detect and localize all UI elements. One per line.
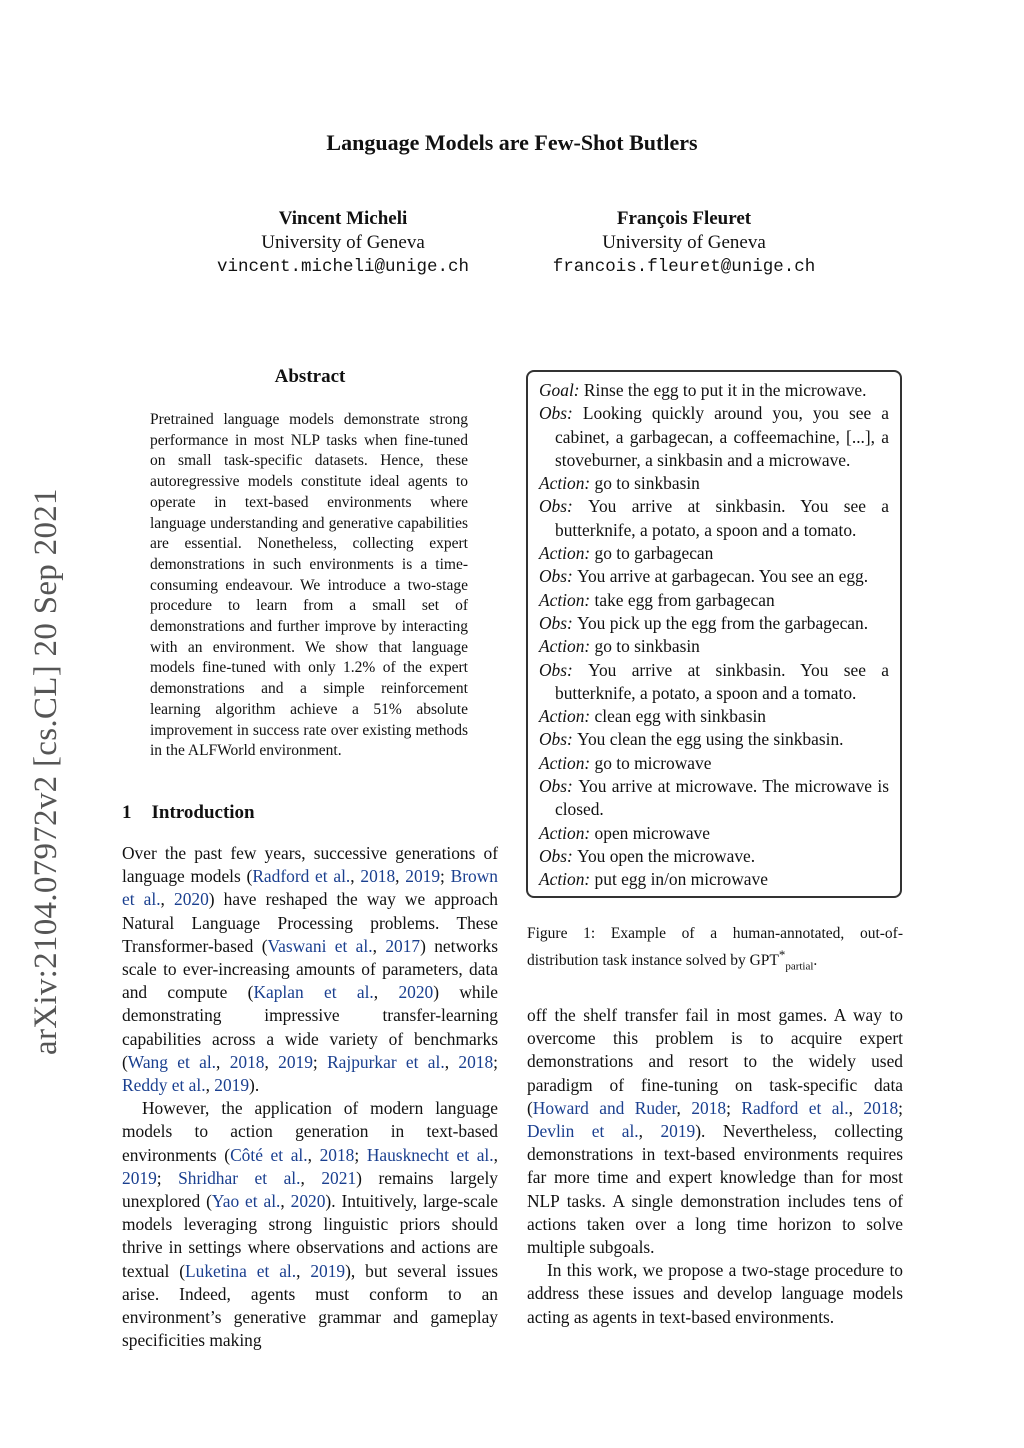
citation-link[interactable]: Howard and Ruder bbox=[532, 1097, 677, 1118]
paragraph-text: ; bbox=[312, 1051, 328, 1072]
citation-link[interactable]: 2018 bbox=[229, 1051, 265, 1072]
citation-link[interactable]: 2019 bbox=[405, 866, 441, 887]
citation-link[interactable]: Rajpurkar et al. bbox=[327, 1051, 445, 1072]
intro-paragraph-3 bbox=[527, 1004, 903, 1259]
author-affiliation: University of Geneva bbox=[602, 232, 766, 253]
citation-link[interactable]: Côté et al. bbox=[230, 1144, 308, 1165]
citation-link[interactable]: 2019 bbox=[122, 1167, 157, 1188]
example-line bbox=[539, 659, 889, 706]
line-label: Obs: bbox=[539, 729, 578, 750]
caption-star: * bbox=[778, 946, 786, 962]
line-text: You arrive at garbagecan. You see an egg. bbox=[577, 566, 869, 587]
paragraph-text: , bbox=[280, 1191, 291, 1212]
line-text: go to garbagecan bbox=[594, 543, 714, 564]
citation-link[interactable]: Radford et al. bbox=[741, 1097, 849, 1118]
example-line bbox=[539, 495, 889, 542]
example-line bbox=[539, 822, 889, 845]
paragraph-text: ; bbox=[440, 866, 451, 887]
citation-link[interactable]: 2021 bbox=[321, 1167, 357, 1188]
example-line bbox=[539, 402, 889, 472]
intro-left-column bbox=[122, 842, 498, 1352]
intro-right-column bbox=[527, 1004, 903, 1329]
line-label: Action: bbox=[539, 543, 595, 564]
arxiv-identifier: arXiv:2104.07972v2 [cs.CL] 20 Sep 2021 bbox=[28, 488, 64, 1055]
paragraph-text: ; bbox=[354, 1144, 367, 1165]
abstract-text: Pretrained language models demonstrate strong performance in most NLP tasks when fine-tuned on small task-specific datasets. Hence, these autoregressive models constitute ideal agents to operate in text-based environments where language understanding and generative capabilities are essential. Nonetheless, collecting expert demonstrations in such environments is a time-consuming endeavour. We introduce a two-stage procedure to learn from a small set of demonstrations and further improve by interacting with an environment. We show that language models fine-tuned with only 1.2% of the expert demonstrations and a simple reinforcement learning algorithm achieve a 51% absolute improvement in success rate over existing methods in the ALFWorld environment. bbox=[150, 411, 468, 760]
citation-link[interactable]: 2020 bbox=[398, 982, 434, 1003]
paragraph-text: ) remains largely unexplored ( bbox=[122, 1167, 498, 1212]
citation-link[interactable]: 2017 bbox=[385, 935, 421, 956]
example-line bbox=[539, 775, 889, 822]
paragraph-text: , bbox=[300, 1167, 322, 1188]
author-block-2 bbox=[524, 207, 844, 279]
section-title: Introduction bbox=[151, 802, 255, 823]
line-label: Action: bbox=[539, 869, 595, 890]
citation-link[interactable]: 2018 bbox=[458, 1051, 494, 1072]
paragraph-text: , bbox=[160, 889, 174, 910]
citation-link[interactable]: Shridhar et al. bbox=[178, 1167, 301, 1188]
line-label: Obs: bbox=[539, 845, 578, 866]
line-text: Looking quickly around you, you see a cabinet, a garbagecan, a coffeemachine, [...], a stoveburner, a sinkbasin and a microwave. bbox=[555, 403, 889, 470]
line-label: Obs: bbox=[539, 612, 578, 633]
line-label: Obs: bbox=[539, 403, 583, 424]
citation-link[interactable]: Reddy et al. bbox=[122, 1075, 206, 1096]
example-line bbox=[539, 728, 889, 751]
line-label: Action: bbox=[539, 636, 595, 657]
line-text: put egg in/on microwave bbox=[594, 869, 768, 890]
line-text: open microwave bbox=[594, 822, 710, 843]
citation-link[interactable]: 2018 bbox=[360, 866, 396, 887]
figure-1-example-box bbox=[526, 370, 902, 898]
citation-link[interactable]: 2018 bbox=[319, 1144, 355, 1165]
paragraph-text: , bbox=[373, 982, 399, 1003]
paragraph-text: , bbox=[307, 1144, 320, 1165]
paragraph-text: , bbox=[493, 1144, 498, 1165]
line-label: Obs: bbox=[539, 776, 579, 797]
section-heading bbox=[122, 802, 255, 824]
line-label: Action: bbox=[539, 752, 595, 773]
paragraph-text: ), but several issues arise. Indeed, agents must conform to an environment’s generative grammar and gameplay specificities making bbox=[122, 1260, 498, 1351]
example-line bbox=[539, 845, 889, 868]
intro-paragraph-1 bbox=[122, 842, 498, 1097]
paper-title: Language Models are Few-Shot Butlers bbox=[326, 130, 698, 155]
paragraph-text: , bbox=[205, 1075, 215, 1096]
citation-link[interactable]: Luketina et al. bbox=[185, 1260, 297, 1281]
example-line bbox=[539, 379, 889, 402]
example-line bbox=[539, 705, 889, 728]
example-line bbox=[539, 868, 889, 891]
citation-link[interactable]: 2019 bbox=[278, 1051, 313, 1072]
figure-1-caption bbox=[527, 924, 903, 976]
line-text: take egg from garbagecan bbox=[594, 589, 775, 610]
paragraph-text: ) networks scale to ever-increasing amounts of parameters, data and compute ( bbox=[122, 935, 498, 1003]
example-line bbox=[539, 542, 889, 565]
example-line bbox=[539, 752, 889, 775]
paragraph-text: However, the application of modern language models to action generation in text-based environments ( bbox=[122, 1098, 498, 1165]
example-line bbox=[539, 472, 889, 495]
line-text: You arrive at microwave. The microwave is closed. bbox=[555, 776, 889, 820]
citation-link[interactable]: Kaplan et al. bbox=[253, 982, 374, 1003]
section-number: 1 bbox=[122, 802, 132, 823]
citation-link[interactable]: 2018 bbox=[691, 1097, 727, 1118]
line-text: Rinse the egg to put it in the microwave. bbox=[583, 380, 867, 400]
caption-text: Figure 1: Example of a human-annotated, out-of-distribution task instance solved by GPT bbox=[527, 925, 903, 969]
citation-link[interactable]: Hausknecht et al. bbox=[366, 1144, 494, 1165]
intro-paragraph-2 bbox=[122, 1097, 498, 1352]
citation-link[interactable]: 2020 bbox=[174, 889, 209, 910]
citation-link[interactable]: Brown et al. bbox=[122, 866, 498, 910]
citation-link[interactable]: Vaswani et al. bbox=[267, 935, 373, 956]
line-text: You clean the egg using the sinkbasin. bbox=[577, 729, 844, 750]
author-email[interactable]: francois.fleuret@unige.ch bbox=[552, 257, 816, 277]
paragraph-text: ). bbox=[249, 1075, 260, 1096]
paragraph-text: , bbox=[395, 866, 406, 887]
paragraph-text: , bbox=[216, 1051, 230, 1072]
paragraph-text: ). Intuitively, large-scale models leveraging strong linguistic priors should thrive in settings where observations and actions are textual ( bbox=[122, 1191, 498, 1281]
line-text: go to sinkbasin bbox=[594, 473, 700, 494]
example-line bbox=[539, 635, 889, 658]
example-line bbox=[539, 565, 889, 588]
line-label: Goal: bbox=[539, 380, 584, 400]
example-line bbox=[539, 612, 889, 635]
paragraph-text: ) have reshaped the way we approach Natural Language Processing problems. These Transformer-based ( bbox=[122, 889, 499, 956]
paragraph-text: ) while demonstrating impressive transfer-learning capabilities across a wide variety of benchmarks ( bbox=[122, 982, 498, 1072]
line-text: You arrive at sinkbasin. You see a butterknife, a potato, a spoon and a tomato. bbox=[555, 659, 889, 703]
line-text: You pick up the egg from the garbagecan. bbox=[577, 612, 869, 633]
citation-link[interactable]: 2019 bbox=[310, 1260, 346, 1281]
paragraph-text: In this work, we propose a two-stage procedure to address these issues and develop language models acting as agents in text-based environments. bbox=[527, 1260, 903, 1327]
line-label: Obs: bbox=[539, 659, 589, 680]
line-text: go to sinkbasin bbox=[594, 636, 700, 657]
paragraph-text: ; bbox=[898, 1097, 903, 1118]
author-name: Vincent Micheli bbox=[278, 208, 408, 229]
line-text: clean egg with sinkbasin bbox=[594, 706, 766, 727]
citation-link[interactable]: 2018 bbox=[863, 1097, 899, 1118]
author-affiliation: University of Geneva bbox=[261, 232, 425, 253]
paragraph-text: , bbox=[296, 1260, 311, 1281]
paragraph-text: ; bbox=[156, 1167, 179, 1188]
line-label: Action: bbox=[539, 822, 595, 843]
paragraph-text: , bbox=[676, 1097, 692, 1118]
line-label: Action: bbox=[539, 589, 595, 610]
line-label: Obs: bbox=[539, 566, 578, 587]
paragraph-text: , bbox=[848, 1097, 864, 1118]
paragraph-text: off the shelf transfer fail in most games. A way to overcome this problem is to acquire expert demonstrations and resort to the widely used paradigm of fine-tuning on task-specific data ( bbox=[527, 1005, 903, 1118]
abstract-heading: Abstract bbox=[274, 366, 346, 387]
line-label: Action: bbox=[539, 473, 595, 494]
line-label: Obs: bbox=[539, 496, 589, 517]
citation-link[interactable]: 2019 bbox=[660, 1121, 696, 1142]
paragraph-text: , bbox=[444, 1051, 459, 1072]
paragraph-text: ). Nevertheless, collecting demonstrations in text-based environments requires far more time and expert knowledge than for most NLP tasks. A single demonstration includes tens of actions taken over a long time horizon to solve multiple subgoals. bbox=[527, 1121, 903, 1258]
intro-paragraph-4 bbox=[527, 1259, 903, 1329]
author-name: François Fleuret bbox=[616, 208, 752, 229]
caption-subscript: partial bbox=[785, 959, 814, 972]
line-label: Action: bbox=[539, 706, 595, 727]
paragraph-text: , bbox=[638, 1121, 661, 1142]
line-text: You arrive at sinkbasin. You see a butterknife, a potato, a spoon and a tomato. bbox=[555, 496, 889, 540]
paragraph-text: , bbox=[350, 866, 361, 887]
caption-suffix: . bbox=[813, 951, 818, 969]
paragraph-text: ; bbox=[493, 1051, 498, 1072]
author-block-1 bbox=[193, 207, 493, 279]
citation-link[interactable]: Yao et al. bbox=[211, 1191, 281, 1212]
paragraph-text: , bbox=[264, 1051, 279, 1072]
author-email[interactable]: vincent.micheli@unige.ch bbox=[216, 257, 470, 277]
citation-link[interactable]: Devlin et al. bbox=[527, 1121, 639, 1142]
citation-link[interactable]: Radford et al. bbox=[252, 866, 351, 887]
citation-link[interactable]: 2019 bbox=[214, 1075, 250, 1096]
example-line bbox=[539, 589, 889, 612]
paragraph-text: Over the past few years, successive generations of language models ( bbox=[122, 843, 498, 887]
paragraph-text: , bbox=[372, 935, 386, 956]
line-text: You open the microwave. bbox=[577, 845, 756, 866]
citation-link[interactable]: 2020 bbox=[290, 1191, 326, 1212]
paragraph-text: ; bbox=[726, 1097, 742, 1118]
line-text: go to microwave bbox=[594, 752, 712, 773]
citation-link[interactable]: Wang et al. bbox=[127, 1051, 217, 1072]
